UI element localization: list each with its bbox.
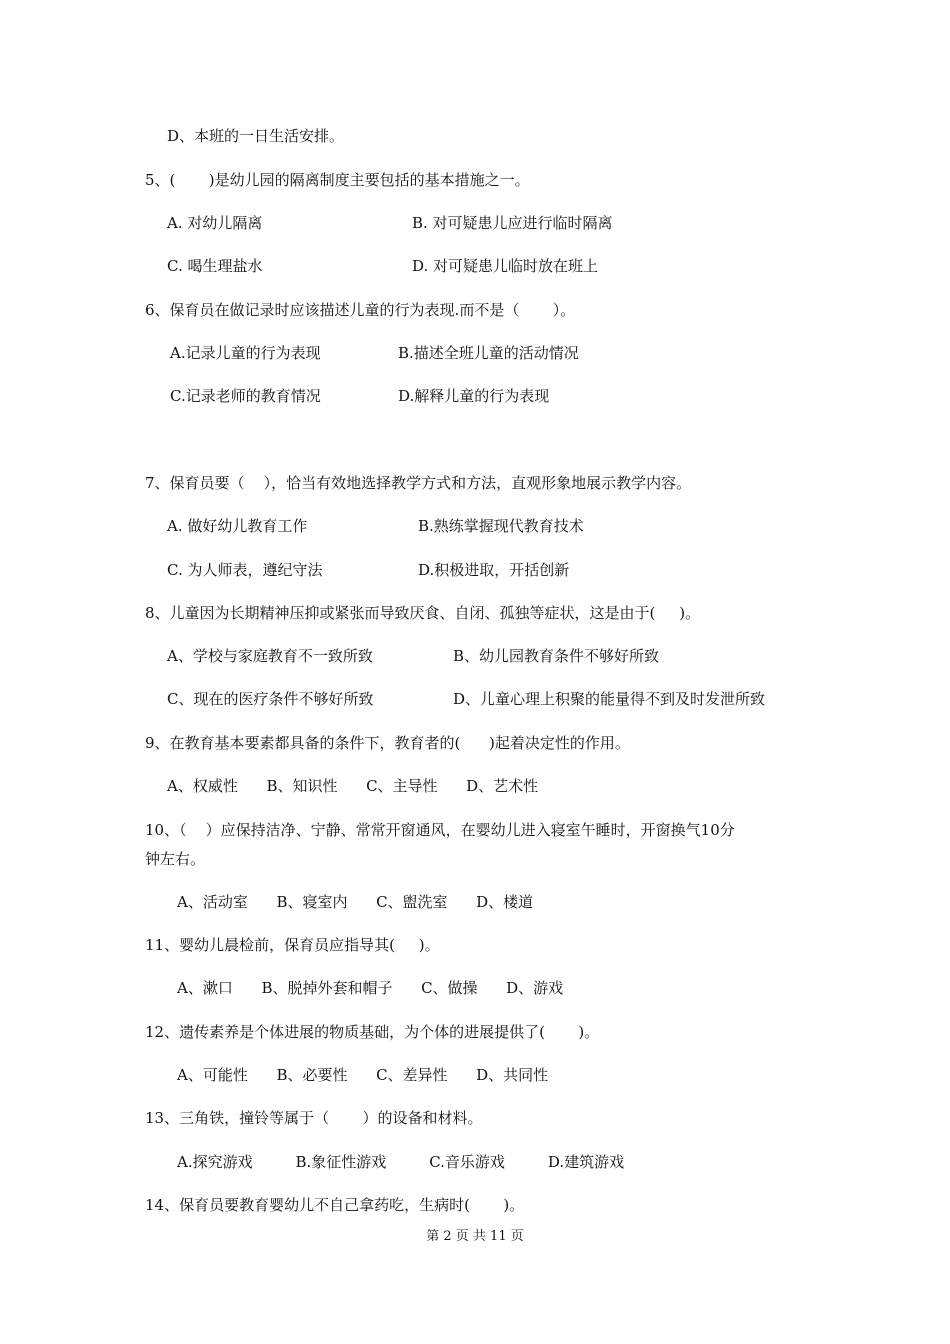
option-8b: B、幼儿园教育条件不够好所致 [453, 647, 660, 665]
options-12: A、可能性 B、必要性 C、差异性 D、共同性 [177, 1066, 549, 1084]
question-10: 10、（ ）应保持洁净、宁静、常常开窗通风，在婴幼儿进入寝室午睡时，开窗换气10分 [145, 821, 735, 839]
option-7a: A. 做好幼儿教育工作 [167, 517, 308, 535]
options-13: A.探究游戏 B.象征性游戏 C.音乐游戏 D.建筑游戏 [177, 1153, 625, 1171]
option-6a: A.记录儿童的行为表现 [170, 344, 321, 362]
option-8d: D、儿童心理上积聚的能量得不到及时发泄所致 [453, 690, 766, 708]
option-8a: A、学校与家庭教育不一致所致 [167, 647, 373, 665]
option-6d: D.解释儿童的行为表现 [398, 387, 550, 405]
option-5c: C. 喝生理盐水 [167, 257, 263, 275]
question-7: 7、保育员要（ ），恰当有效地选择教学方式和方法，直观形象地展示教学内容。 [145, 474, 692, 492]
option-6b: B.描述全班儿童的活动情况 [398, 344, 579, 362]
option-5b: B. 对可疑患儿应进行临时隔离 [412, 214, 613, 232]
question-12: 12、遗传素养是个体进展的物质基础，为个体的进展提供了( )。 [145, 1023, 600, 1041]
question-9: 9、在教育基本要素都具备的条件下，教育者的( )起着决定性的作用。 [145, 734, 630, 752]
options-10: A、活动室 B、寝室内 C、盥洗室 D、楼道 [177, 893, 534, 911]
options-9: A、权威性 B、知识性 C、主导性 D、艺术性 [167, 777, 539, 795]
question-10-cont: 钟左右。 [145, 850, 206, 868]
question-8: 8、儿童因为长期精神压抑或紧张而导致厌食、自闭、孤独等症状，这是由于( )。 [145, 604, 701, 622]
option-4d: D、本班的一日生活安排。 [167, 127, 345, 145]
question-14: 14、保育员要教育婴幼儿不自己拿药吃，生病时( )。 [145, 1196, 525, 1214]
option-5d: D. 对可疑患儿临时放在班上 [412, 257, 599, 275]
option-7c: C. 为人师表，遵纪守法 [167, 561, 323, 579]
option-7b: B.熟练掌握现代教育技术 [418, 517, 584, 535]
question-5: 5、( )是幼儿园的隔离制度主要包括的基本措施之一。 [145, 171, 530, 189]
question-11: 11、婴幼儿晨检前，保育员应指导其( )。 [145, 936, 440, 954]
question-6: 6、保育员在做记录时应该描述儿童的行为表现.而不是（ ）。 [145, 301, 576, 319]
question-13: 13、三角铁，撞铃等属于（ ）的设备和材料。 [145, 1109, 483, 1127]
option-5a: A. 对幼儿隔离 [167, 214, 263, 232]
options-11: A、漱口 B、脱掉外套和帽子 C、做操 D、游戏 [177, 979, 564, 997]
option-7d: D.积极进取，开括创新 [418, 561, 570, 579]
page-footer: 第 2 页 共 11 页 [426, 1229, 524, 1244]
option-8c: C、现在的医疗条件不够好所致 [167, 690, 374, 708]
option-6c: C.记录老师的教育情况 [170, 387, 321, 405]
